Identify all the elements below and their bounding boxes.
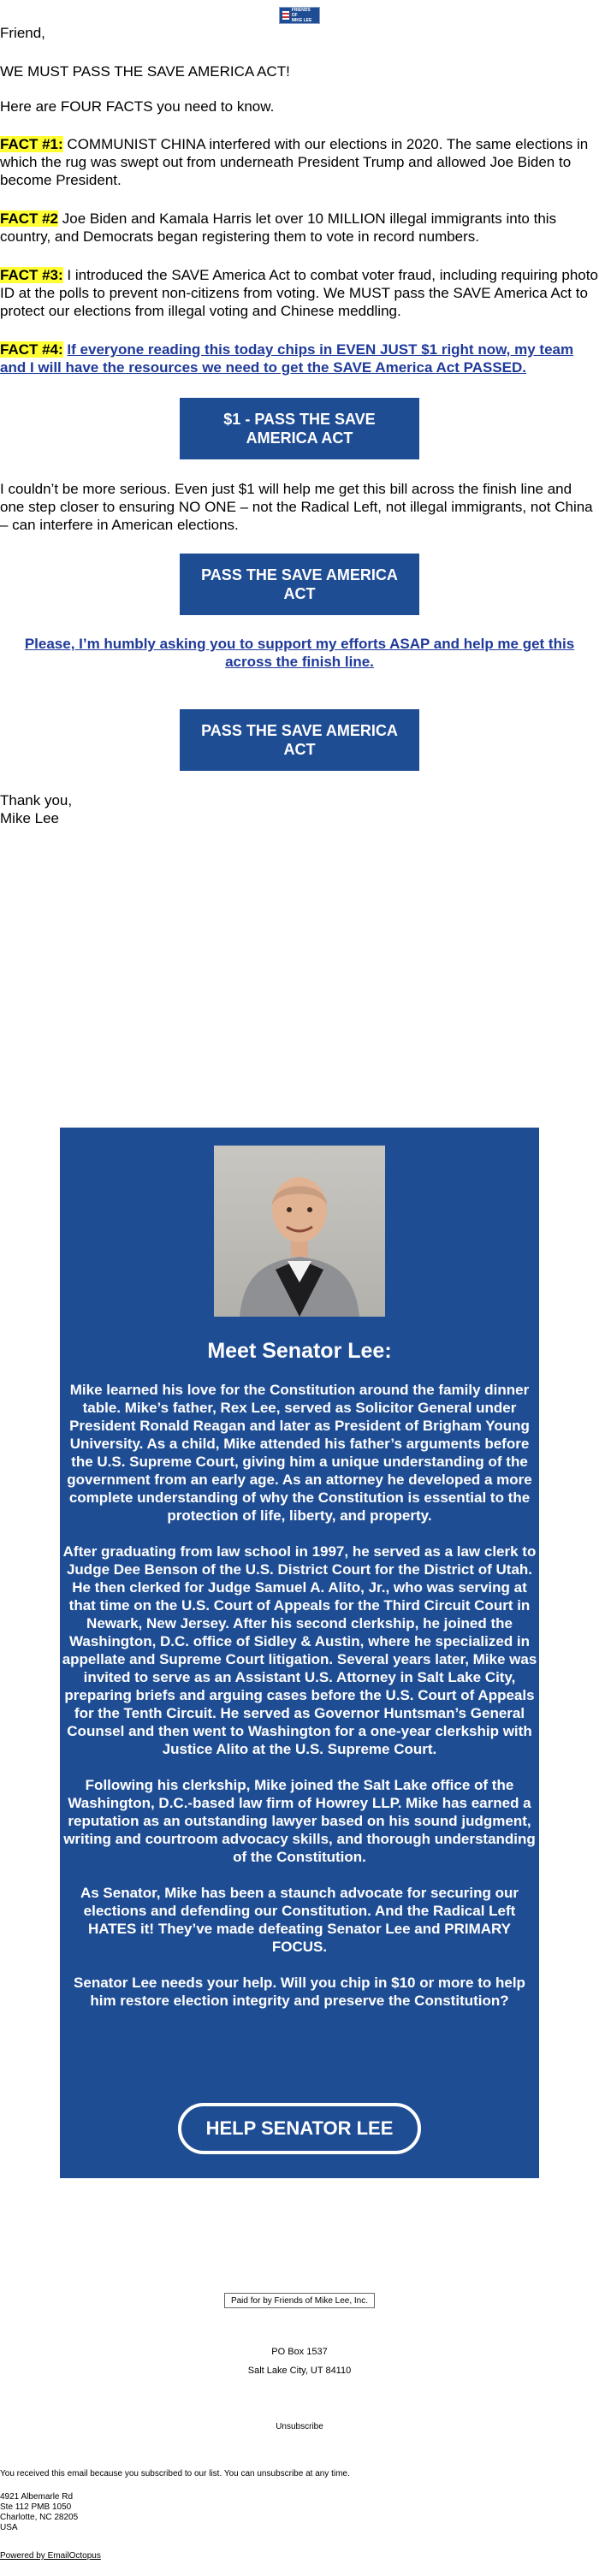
fact-3-label: FACT #3: <box>0 267 63 283</box>
bio-section <box>60 1128 539 2178</box>
fact-2-text: Joe Biden and Kamala Harris let over 10 MILLION illegal immigrants into this country, and Democrats began registering them to vote in record numbers. <box>0 210 557 245</box>
fact-3-text: I introduced the SAVE America Act to combat voter fraud, including requiring photo ID at the polls to prevent non-citizens from voting. We MUST pass the SAVE America Act to protect our elections from illegal voting and Chinese meddling. <box>0 267 598 319</box>
subscription-notice: You received this email because you subscribed to our list. You can unsubscribe at any time. <box>0 2469 350 2478</box>
signoff: Thank you, <box>0 792 73 808</box>
unsubscribe-link[interactable]: Unsubscribe <box>276 2422 323 2431</box>
bio-paragraph-3: Following his clerkship, Mike joined the Salt Lake office of the Washington, D.C.-based law firm of Howrey LLP. Mike has earned a reputation as an outstanding lawyer based on his sound judgment, writing and courtroom advocacy skills, and thorough understanding of the Constitution. <box>63 1777 536 1865</box>
bio-paragraph-1: Mike learned his love for the Constitution around the family dinner table. Mike’s father, Rex Lee, served as Solicitor General under President Ronald Reagan and later as President of Brigham Young University. As a child, Mike attended his father’s arguments before the U.S. Supreme Court, giving him a unique understanding of the government from an early age. As an attorney he developed a more complete understanding of why the Constitution is essential to the protection of life, liberty, and property. <box>67 1382 532 1524</box>
logo-line-2: MIKE LEE <box>291 18 312 23</box>
senator-portrait <box>214 1146 385 1317</box>
fact-1 <box>0 135 599 189</box>
address-line-2: Ste 112 PMB 1050 <box>0 2502 72 2512</box>
flag-icon <box>282 11 289 20</box>
signature: Mike Lee <box>0 810 59 826</box>
powered-by-link[interactable]: Powered by EmailOctopus <box>0 2551 101 2561</box>
fact-4-donate-link[interactable]: If everyone reading this today chips in EVEN JUST $1 right now, my team and I will have the resources we need to get the SAVE America Act PASSED. <box>0 341 574 376</box>
bio-title: Meet Senator Lee: <box>207 1339 392 1363</box>
fact-4 <box>0 341 599 376</box>
logo-line-1: FRIENDS OF <box>291 8 311 18</box>
ask-donate-link[interactable]: Please, I’m humbly asking you to support my efforts ASAP and help me get this across the finish line. <box>24 636 575 670</box>
footer-po-box: PO Box 1537 <box>271 2347 328 2357</box>
pass-act-button-2[interactable]: PASS THE SAVE AMERICA ACT <box>180 709 419 771</box>
fact-2 <box>0 210 599 246</box>
ask-link-paragraph <box>0 635 599 671</box>
help-senator-button[interactable]: HELP SENATOR LEE <box>178 2103 421 2154</box>
fact-2-label: FACT #2 <box>0 210 59 227</box>
footer-city: Salt Lake City, UT 84110 <box>247 2366 352 2376</box>
paid-for-disclaimer: Paid for by Friends of Mike Lee, Inc. <box>224 2293 375 2308</box>
fact-4-label: FACT #4: <box>0 341 63 358</box>
fact-3 <box>0 266 599 320</box>
bio-paragraph-4: As Senator, Mike has been a staunch advocate for securing our elections and defending our Constitution. And the Radical Left HATES it! They’ve made defeating Senator Lee and PRIMARY FOCUS. <box>80 1885 519 1955</box>
address-line-4: USA <box>0 2523 18 2532</box>
fact-1-label: FACT #1: <box>0 136 63 152</box>
headline: WE MUST PASS THE SAVE AMERICA ACT! <box>0 63 290 80</box>
greeting: Friend, <box>0 25 45 41</box>
pass-act-button-1[interactable]: PASS THE SAVE AMERICA ACT <box>180 554 419 615</box>
address-line-1: 4921 Albemarle Rd <box>0 2492 74 2502</box>
header-logo <box>279 7 320 24</box>
mailing-address <box>0 2492 599 2533</box>
bio-paragraph-5: Senator Lee needs your help. Will you chip in $10 or more to help him restore election integrity and preserve the Constitution? <box>74 1975 525 2009</box>
donate-1-button[interactable]: $1 - PASS THE SAVE AMERICA ACT <box>180 398 419 459</box>
paragraph-serious: I couldn’t be more serious. Even just $1 will help me get this bill across the finish line and one step closer to ensuring NO ONE – not the Radical Left, not illegal immigrants, not China – can interfere in American elections. <box>0 481 593 533</box>
address-line-3: Charlotte, NC 28205 <box>0 2513 79 2522</box>
bio-paragraph-2: After graduating from law school in 1997, he served as a law clerk to Judge Dee Benson of the U.S. District Court for the District of Utah. He then clerked for Judge Samuel A. Alito, Jr., who was serving at that time on the U.S. Court of Appeals for the Third Circuit Court in Newark, New Jersey. After his second clerkship, he joined the Washington, D.C. office of Sidley & Austin, where he specialized in appellate and Supreme Court litigation. Several years later, Mike was invited to serve as an Assistant U.S. Attorney in Salt Lake City, preparing briefs and arguing cases before the U.S. Court of Appeals for the Tenth Circuit. He served as Governor Huntsman’s General Counsel and then went to Washington for a one-year clerkship with Justice Alito at the U.S. Supreme Court. <box>62 1543 537 1757</box>
fact-1-text: COMMUNIST CHINA interfered with our elections in 2020. The same elections in which the rug was swept out from underneath President Trump and allowed Joe Biden to become President. <box>0 136 589 188</box>
intro: Here are FOUR FACTS you need to know. <box>0 98 275 115</box>
